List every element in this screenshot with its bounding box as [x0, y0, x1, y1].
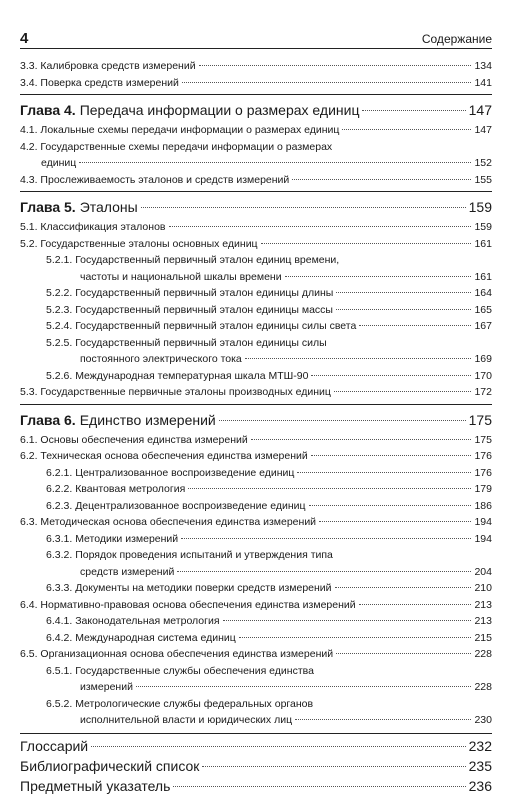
toc-bibliography[interactable]: Библиографический список 235 [20, 757, 492, 774]
toc-entry[interactable]: 6.2.3. Децентрализованное воспроизведение единиц 186 [46, 499, 492, 512]
toc-entry[interactable]: 6.4.2. Международная система единиц 215 [46, 631, 492, 644]
toc-glossary[interactable]: Глоссарий 232 [20, 737, 492, 754]
toc-entry[interactable]: 5.1. Классификация эталонов 159 [20, 221, 492, 233]
toc-entry[interactable]: 6.1. Основы обеспечения единства измерений 175 [20, 433, 492, 446]
toc-entry[interactable]: 5.2. Государственные эталоны основных единиц 161 [20, 237, 492, 250]
section-divider [20, 404, 492, 405]
page-number: 4 [20, 30, 29, 47]
toc-entry[interactable]: 3.3. Калибровка средств измерений 134 [20, 60, 492, 72]
toc-entry-first-line[interactable]: 6.5.1. Государственные службы обеспечения единства [46, 664, 314, 677]
toc-entry-first-line[interactable]: 5.2.1. Государственный первичный эталон единиц времени, [46, 254, 340, 266]
toc-entry[interactable]: 6.4.1. Законодательная метрология 213 [46, 615, 492, 627]
running-title: Содержание [421, 32, 492, 46]
toc-subject-index[interactable]: Предметный указатель 236 [20, 777, 492, 794]
toc-entry[interactable]: 6.4. Нормативно-правовая основа обеспечения единства измерений 213 [20, 598, 492, 611]
section-divider [20, 191, 492, 192]
toc-entry[interactable]: исполнительной власти и юридических лиц 230 [80, 714, 492, 726]
chapter-heading[interactable]: Глава 4. Передача информации о размерах единиц 147 [20, 102, 492, 118]
toc-entry[interactable]: 6.3.1. Методики измерений 194 [46, 532, 492, 545]
toc-entry[interactable]: измерений 228 [80, 681, 492, 693]
header-rule [20, 48, 492, 49]
toc-entry[interactable]: 3.4. Поверка средств измерений 141 [20, 76, 492, 89]
toc-entry-first-line[interactable]: 5.2.5. Государственный первичный эталон единицы силы [46, 336, 327, 349]
toc-entry[interactable]: 5.2.3. Государственный первичный эталон единицы массы 165 [46, 303, 492, 316]
toc-entry[interactable]: 6.2.2. Квантовая метрология 179 [46, 483, 492, 495]
page-header [20, 30, 492, 48]
section-divider [20, 733, 492, 734]
toc-entry[interactable]: 5.3. Государственные первичные эталоны производных единиц 172 [20, 386, 492, 398]
toc-entry[interactable]: средств измерений 204 [80, 565, 492, 578]
toc-entry-first-line[interactable]: 4.2. Государственные схемы передачи информации о размерах [20, 140, 333, 153]
toc-entry[interactable]: 6.2. Техническая основа обеспечения единства измерений 176 [20, 450, 492, 462]
toc-entry-first-line[interactable]: 6.3.2. Порядок проведения испытаний и утверждения типа [46, 549, 333, 561]
toc-entry-first-line[interactable]: 6.5.2. Метрологические службы федеральных органов [46, 697, 314, 710]
chapter-heading[interactable]: Глава 6. Единство измерений 175 [20, 411, 492, 428]
toc-entry[interactable]: 5.2.4. Государственный первичный эталон единицы силы света 167 [46, 320, 492, 332]
toc-entry[interactable]: 6.5. Организационная основа обеспечения единства измерений 228 [20, 648, 492, 660]
toc-entry[interactable]: 6.2.1. Централизованное воспроизведение единиц 176 [46, 466, 492, 479]
toc-entry[interactable]: 5.2.6. Международная температурная шкала МТШ-90 170 [46, 369, 492, 382]
table-of-contents [20, 58, 492, 796]
toc-entry[interactable]: 6.3. Методическая основа обеспечения единства измерений 194 [20, 516, 492, 528]
toc-entry[interactable]: 5.2.2. Государственный первичный эталон единицы длины 164 [46, 287, 492, 299]
section-divider [20, 94, 492, 95]
chapter-heading[interactable]: Глава 5. Эталоны 159 [20, 199, 492, 215]
toc-entry[interactable]: 6.3.3. Документы на методики поверки средств измерений 210 [46, 582, 492, 594]
toc-entry[interactable]: единиц 152 [41, 157, 492, 169]
toc-entry[interactable]: постоянного электрического тока 169 [80, 353, 492, 365]
toc-entry[interactable]: частоты и национальной шкалы времени 161 [80, 270, 492, 283]
toc-entry[interactable]: 4.1. Локальные схемы передачи информации о размерах единиц 147 [20, 124, 492, 136]
toc-entry[interactable]: 4.3. Прослеживаемость эталонов и средств измерений 155 [20, 173, 492, 186]
